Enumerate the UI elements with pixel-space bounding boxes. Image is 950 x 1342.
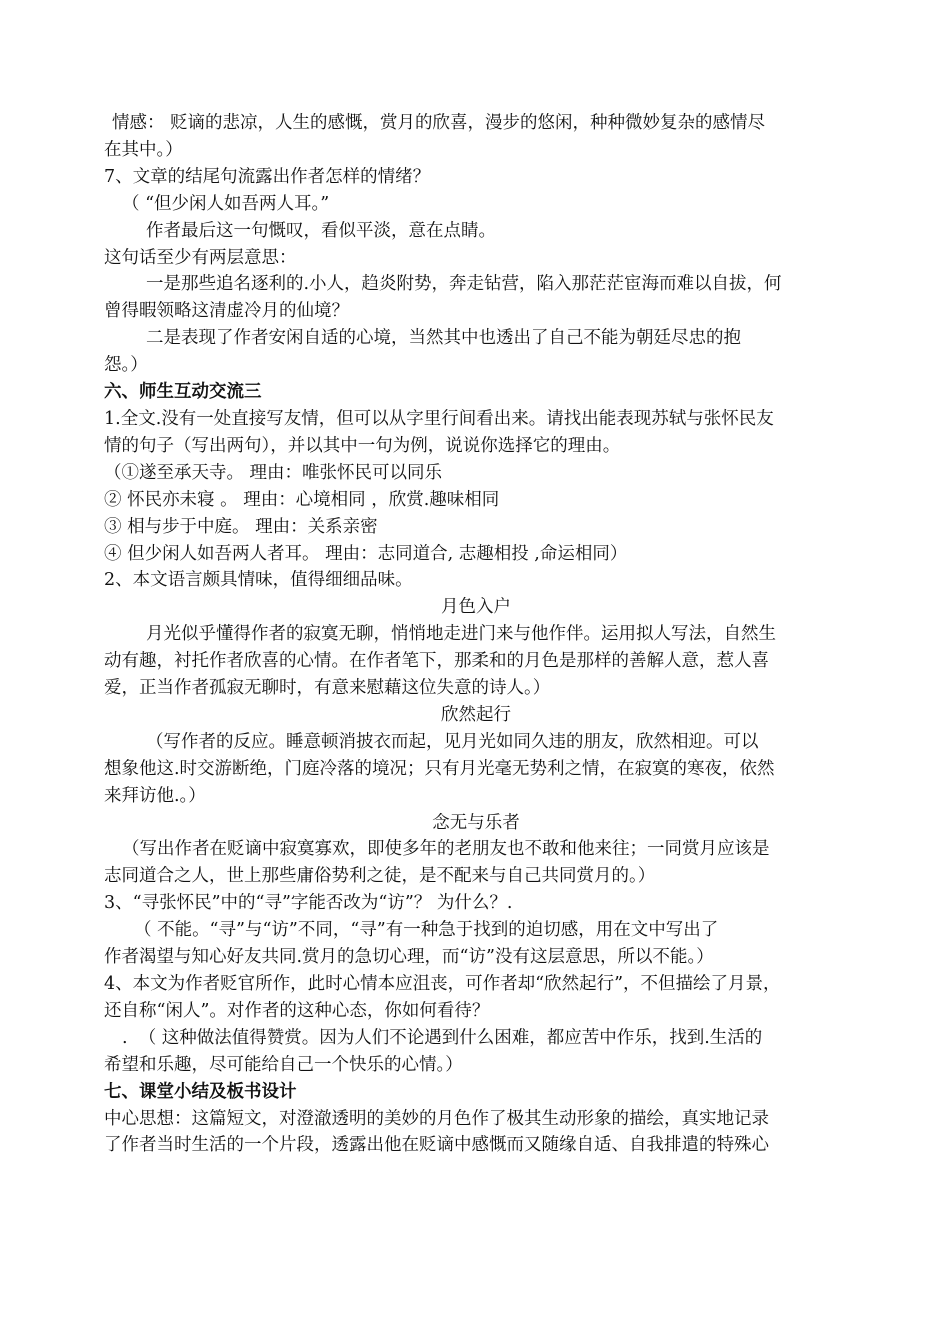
text-line: 二是表现了作者安闲自适的心境，当然其中也透出了自己不能为朝廷尽忠的抱 xyxy=(146,328,741,349)
answer-item: （①遂至承天寺。 理由：唯张怀民可以同乐 xyxy=(104,462,443,483)
question-1: 1.全文.没有一处直接写友情，但可以从字里行间看出来。请找出能表现苏轼与张怀民友 xyxy=(104,408,774,429)
document-page xyxy=(104,110,848,1159)
text-line: 中心思想：这篇短文，对澄澈透明的美妙的月色作了极其生动形象的描绘，真实地记录 xyxy=(104,1108,769,1129)
text-line: 情感： 贬谪的悲凉，人生的感慨，赏月的欣喜，漫步的悠闲，种种微妙复杂的感情尽 xyxy=(112,113,766,133)
text-line: （写作者的反应。睡意顿消披衣而起，见月光如同久违的朋友，欣然相迎。可以 xyxy=(146,731,759,752)
text-line: 了作者当时生活的一个片段，透露出他在贬谪中感慨而又随缘自适、自我排遣的特殊心 xyxy=(104,1135,769,1156)
text-line: 还自称“闲人”。对作者的这种心态，你如何看待？ xyxy=(104,1000,490,1021)
text-line: 情的句子（写出两句），并以其中一句为例，说说你选择它的理由。 xyxy=(104,435,621,456)
text-line: 爱，正当作者孤寂无聊时，有意来慰藉这位失意的诗人。） xyxy=(104,678,551,699)
text-line: （写出作者在贬谪中寂寞寡欢，即使多年的老朋友也不敢和他来往；一同赏月应该是 xyxy=(122,839,770,860)
text-line: （ 不能。“寻”与“访”不同，“寻”有一种急于找到的迫切感，用在文中写出了 xyxy=(134,920,719,941)
question-4: 4、本文为作者贬官所作，此时心情本应沮丧，可作者却“欣然起行”，不但描绘了月景， xyxy=(104,974,781,994)
answer-item: ④ 但少闲人如吾两人者耳。 理由：志同道合, 志趣相投 ,命运相同） xyxy=(104,543,628,564)
text-line: 在其中。） xyxy=(104,139,183,160)
text-line: 曾得暇领略这清虚冷月的仙境？ xyxy=(104,301,349,322)
text-line: 月光似乎懂得作者的寂寞无聊，悄悄地走进门来与他作伴。运用拟人写法，自然生 xyxy=(146,624,776,645)
text-line: . （ 这种做法值得赞赏。因为人们不论遇到什么困难，都应苦中作乐，找到.生活的 xyxy=(122,1027,763,1048)
text-line: 来拜访他.。） xyxy=(104,785,206,806)
text-line: 志同道合之人，世上那些庸俗势利之徒，是不配来与自己共同赏月的。） xyxy=(104,866,656,887)
subheading: 月色入户 xyxy=(441,597,511,618)
question-3: 3、“寻张怀民”中的“寻”字能否改为“访”？ 为什么？. xyxy=(104,893,513,914)
answer-item: ③ 相与步于中庭。 理由：关系亲密 xyxy=(104,516,378,537)
subheading: 念无与乐者 xyxy=(432,812,520,833)
answer-item: ② 怀民亦未寝 。 理由：心境相同 ，欣赏.趣味相同 xyxy=(104,489,500,510)
text-line: 怨。） xyxy=(104,355,148,376)
text-line: 作者最后这一句慨叹，看似平淡，意在点睛。 xyxy=(146,220,496,241)
text-line: 想象他这.时交游断绝，门庭冷落的境况；只有月光毫无势利之情，在寂寞的寒夜，依然 xyxy=(104,758,775,779)
text-line: 动有趣，衬托作者欣喜的心情。在作者笔下，那柔和的月色是那样的善解人意，惹人喜 xyxy=(104,651,769,672)
subheading: 欣然起行 xyxy=(441,704,511,725)
text-line: 作者渴望与知心好友共同.赏月的急切心理，而“访”没有这层意思，所以不能。） xyxy=(104,947,714,968)
text-line: （ “但少闲人如吾两人耳。” xyxy=(122,193,330,214)
question-2: 2、本文语言颇具情味，值得细细品味。 xyxy=(104,570,413,591)
text-line: 希望和乐趣，尽可能给自己一个快乐的心情。） xyxy=(104,1054,463,1075)
question-7: 7、文章的结尾句流露出作者怎样的情绪？ xyxy=(104,166,431,187)
section-heading: 六、师生互动交流三 xyxy=(104,382,262,403)
text-line: 一是那些追名逐利的.小人，趋炎附势，奔走钻营，陷入那茫茫宦海而难以自拔，何 xyxy=(146,274,782,295)
text-line: 这句话至少有两层意思： xyxy=(104,247,297,268)
section-heading: 七、课堂小结及板书设计 xyxy=(104,1081,297,1102)
